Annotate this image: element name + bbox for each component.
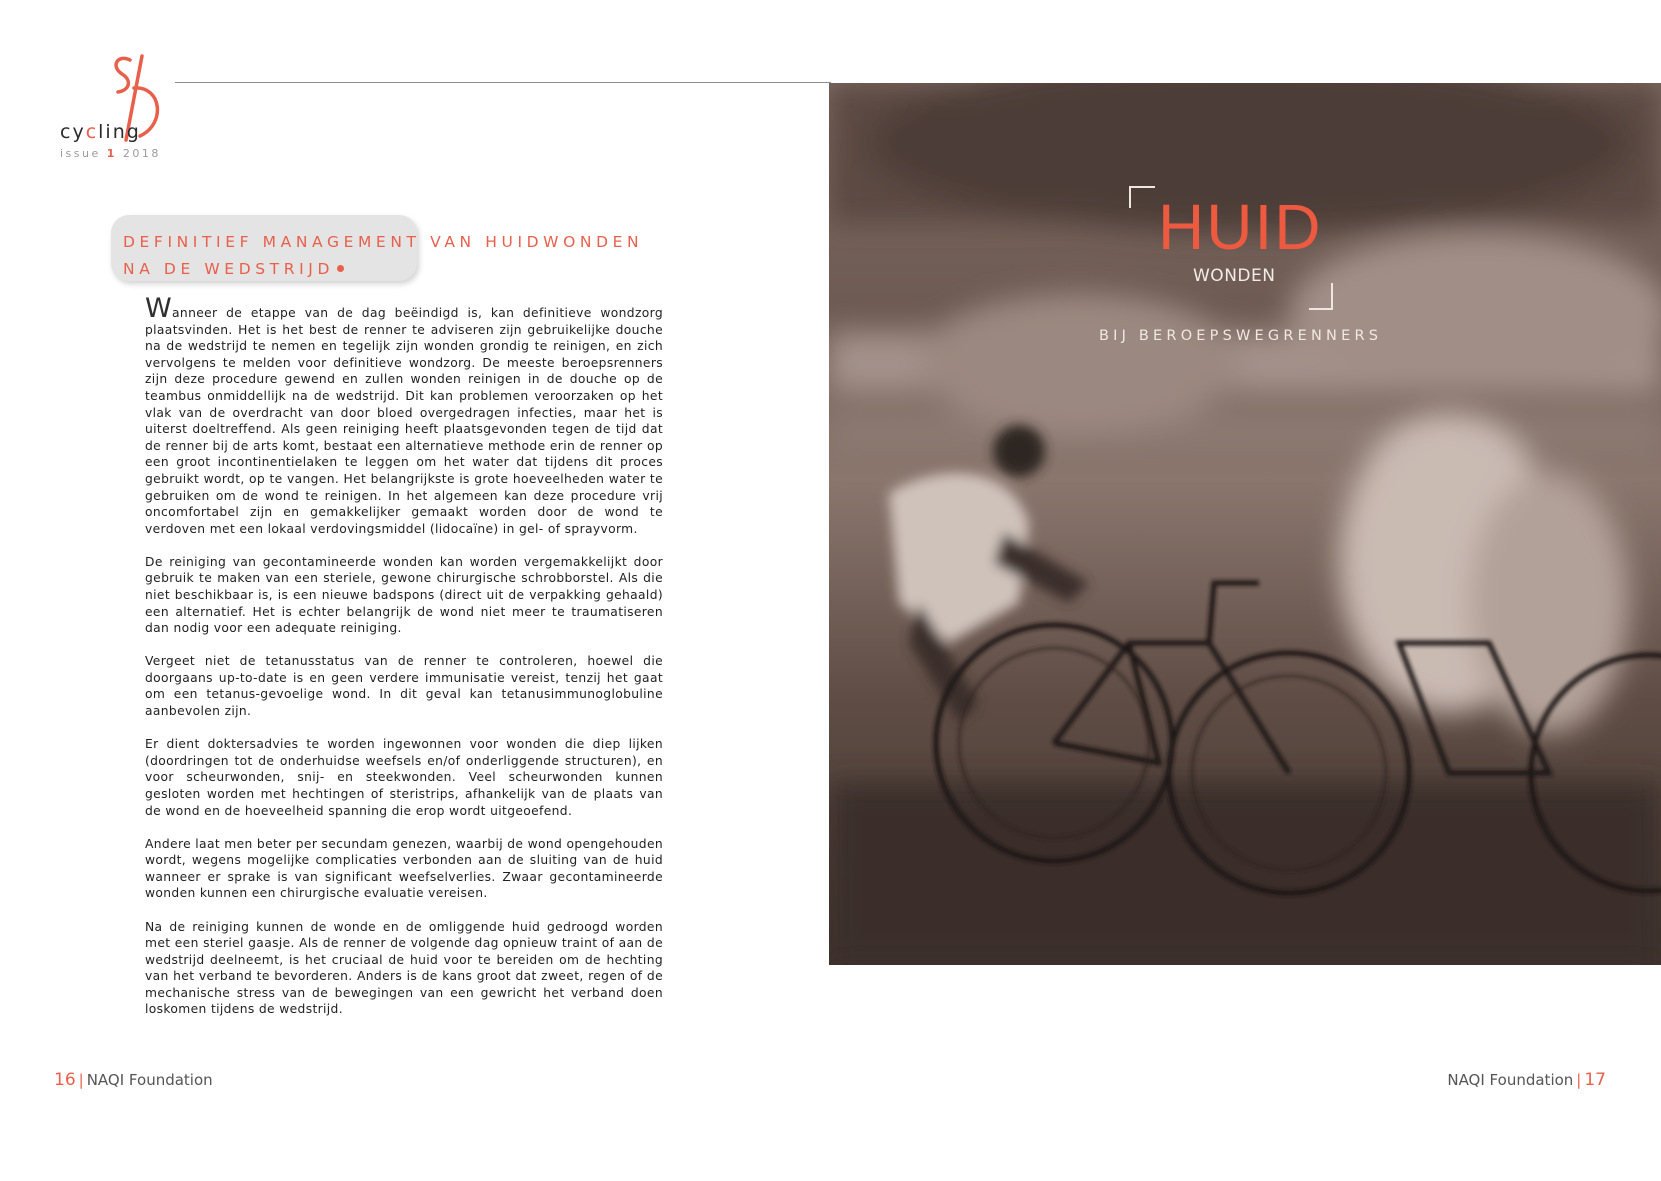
heading-line-1: DEFINITIEF MANAGEMENT VAN HUIDWONDEN: [123, 233, 644, 251]
footer-right: NAQI Foundation | 17: [1447, 1070, 1606, 1090]
feature-title: HUID: [1158, 191, 1323, 263]
page-number-right: 17: [1584, 1070, 1606, 1090]
paragraph: Andere laat men beter per secundam genezen, waarbij de wond opengehouden wordt, wegens mogelijke complicaties verbonden aan de sluiting van de huid wanneer er sprake is van significant weefselverlies. Zwaar gecontamineerde wonden kunnen een chirurgische evaluatie vereisen.: [145, 836, 663, 901]
footer-label-right: NAQI Foundation: [1447, 1071, 1574, 1089]
paragraph: Vergeet niet de tetanusstatus van de renner te controleren, hoewel die doorgaans up-to-date is en geen verdere immunisatie vereist, tenzij het gaat om een tetanus-gevoelige wond. In dit geval kan tetanusimmunoglobuline aanbevolen zijn.: [145, 654, 663, 719]
title-bracket-bottom-right: [1309, 283, 1333, 310]
issue-label: issue 1 2018: [60, 147, 161, 160]
article-heading: [123, 229, 643, 283]
footer-left: 16 | NAQI Foundation: [54, 1070, 213, 1090]
magazine-logo: [58, 50, 178, 160]
paragraph: Wanneer de etappe van de dag beëindigd is, kan definitieve wondzorg plaatsvinden. Het is het best de renner te adviseren zijn gebruikelijke douche na de wedstrijd te nemen en tegelijk zijn wonden grondig te reinigen, en zich vervolgens te melden voor definitieve wondzorg. De meeste beroepsrenners zijn deze procedure gewend en zullen wonden reinigen in de douche op de teambus onmiddellijk na de wedstrijd. Dit kan problemen veroorzaken op het vlak van de overdracht van door bloed overgedragen infecties, maar het is uiterst doeltreffend. Als geen reiniging heeft plaatsgevonden tegen de tijd dat de renner bij de arts komt, bestaat een alternatieve methode erin de renner op een groot incontinentielaken te leggen om het water dat tijdens dit proces gebruikt wordt, op te vangen. Het belangrijkste is grote hoeveelheden water te gebruiken om de wond te reinigen. In het algemeen kan deze procedure vrij oncomfortabel zijn en gemakkelijker gemaakt worden door de wond te verdoven met een lokaal verdovingsmiddel (lidocaïne) in gel- of sprayvorm.: [145, 293, 663, 536]
page-number-left: 16: [54, 1070, 76, 1090]
bullet-dot-icon: [337, 265, 344, 272]
paragraph: Er dient doktersadvies te worden ingewonnen voor wonden die diep lijken (doordringen tot de onderhuidse weefsels en/of onderliggende structuren), en voor scheurwonden, snij- en steekwonden. Veel scheurwonden kunnen gesloten worden met hechtingen of steristrips, afhankelijk van de plaats van de wond en de hoeveelheid spanning die erop wordt uitgeoefend.: [145, 737, 663, 818]
feature-subtitle: WONDEN: [1193, 266, 1276, 286]
feature-tagline: BIJ BEROEPSWEGRENNERS: [1099, 328, 1383, 344]
footer-label-left: NAQI Foundation: [86, 1071, 213, 1089]
dropcap: W: [145, 293, 173, 324]
header-rule: [175, 82, 831, 83]
logo-wordmark: cycling: [60, 121, 141, 143]
title-bracket-top-left: [1129, 186, 1155, 208]
paragraph: Na de reiniging kunnen de wonde en de omliggende huid gedroogd worden met een steriel gaasje. Als de renner de volgende dag opnieuw traint of aan de wedstrijd deelneemt, is het cruciaal de huid voor te bereiden om de hechting van het verband te bevorderen. Anders is de kans groot dat zweet, regen of de mechanische stress van de bewegingen van een gewricht het verband doen loskomen tijdens de wedstrijd.: [145, 919, 663, 1017]
heading-line-2: NA DE WEDSTRIJD: [123, 256, 643, 283]
paragraph: De reiniging van gecontamineerde wonden kan worden vergemakkelijkt door gebruik te maken van een steriele, gewone chirurgische schrobborstel. Als die niet beschikbaar is, is een nieuwe badspons (direct uit de verpakking gehaald) een alternatief. Het is echter belangrijk de wond niet meer te traumatiseren dan nodig voor een adequate reiniging.: [145, 554, 663, 636]
article-body: [145, 293, 663, 1035]
